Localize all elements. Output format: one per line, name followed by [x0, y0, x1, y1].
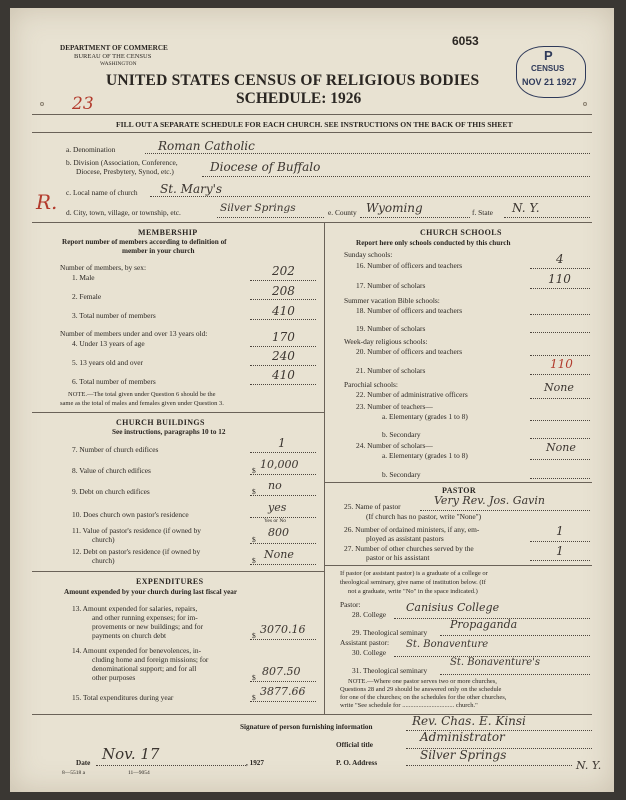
q26-value: 1	[556, 524, 564, 538]
q21-label: 21. Number of scholars	[356, 366, 426, 375]
q25-label: 25. Name of pastor	[344, 502, 401, 511]
q28-label: 28. College	[352, 610, 387, 619]
weekday-header: Week-day religious schools:	[344, 337, 428, 346]
q30-value: St. Bonaventure	[406, 639, 489, 650]
q2-value: 208	[272, 284, 295, 298]
q9-value: no	[268, 479, 282, 492]
q6-value: 410	[272, 368, 295, 382]
pastor-note-4: write "See schedule for ................................ church."	[340, 702, 478, 709]
q13-label-3: provements or new buildings; and for	[92, 622, 204, 631]
q9-label: 9. Debt on church edifices	[72, 487, 150, 496]
q23-label: 23. Number of teachers—	[356, 402, 433, 411]
q8-label: 8. Value of church edifices	[72, 466, 151, 475]
form-code-2: 11—9054	[128, 770, 150, 776]
q5-label: 5. 13 years old and over	[72, 358, 144, 367]
pastor-note-3: for one of the churches; on the schedules for the other churches,	[340, 694, 507, 701]
signature-value: Rev. Chas. E. Kinsi	[412, 714, 526, 728]
q14-value: 807.50	[262, 665, 301, 678]
q29-value: Propaganda	[450, 618, 518, 631]
dept-name: DEPARTMENT OF COMMERCE	[60, 44, 168, 52]
q7-label: 7. Number of church edifices	[72, 445, 159, 454]
q1-label: 1. Male	[72, 273, 95, 282]
denomination-label: a. Denomination	[66, 145, 116, 154]
membership-note-2: same as the total of males and females given under Question 3.	[60, 400, 224, 407]
q25-value: Very Rev. Jos. Gavin	[434, 494, 545, 507]
q31-value: St. Bonaventure's	[450, 657, 541, 668]
q5-value: 240	[272, 349, 295, 363]
serial-number: 23	[72, 94, 94, 114]
q27-label-2: pastor or his assistant	[366, 553, 430, 562]
membership-sub1: Report number of members according to definition of	[62, 238, 227, 246]
schools-sub: Report here only schools conducted by this church	[356, 239, 511, 247]
q8-value: 10,000	[260, 458, 299, 471]
q4-value: 170	[272, 330, 295, 344]
q4-label: 4. Under 13 years of age	[72, 339, 145, 348]
buildings-sub: See instructions, paragraphs 10 to 12	[112, 428, 226, 436]
membership-sub2: member in your church	[122, 247, 195, 255]
county-label: e. County	[328, 208, 357, 217]
signature-label: Signature of person furnishing information	[240, 723, 373, 731]
expenditures-title: EXPENDITURES	[136, 577, 204, 586]
state-value: N. Y.	[512, 201, 540, 215]
q13-label-2: and other running expenses; for im-	[92, 613, 198, 622]
parochial-header: Parochial schools:	[344, 380, 398, 389]
buildings-title: CHURCH BUILDINGS	[116, 418, 205, 427]
q17-value: 110	[548, 272, 571, 286]
q27-value: 1	[556, 544, 564, 558]
pastor-subheader: Pastor:	[340, 600, 361, 609]
city-value: Silver Springs	[220, 202, 296, 214]
q30-label: 30. College	[352, 648, 387, 657]
q2-label: 2. Female	[72, 292, 102, 301]
bureau-name: BUREAU OF THE CENSUS	[74, 53, 152, 60]
q3-label: 3. Total number of members	[72, 311, 156, 320]
margin-mark: R.	[36, 190, 58, 214]
q23a-label: a. Elementary (grades 1 to 8)	[382, 412, 468, 421]
q12-label-1: 12. Debt on pastor's residence (if owned by	[72, 547, 201, 556]
sunday-header: Sunday schools:	[344, 250, 393, 259]
pastor-note-1: NOTE.—Where one pastor serves two or more churches,	[348, 678, 497, 685]
division-label-2: Diocese, Presbytery, Synod, etc.)	[76, 167, 174, 176]
q24-label: 24. Number of scholars—	[356, 441, 433, 450]
q15-value: 3877.66	[260, 685, 306, 698]
official-title-label: Official title	[336, 741, 373, 749]
q22-value: None	[544, 381, 574, 394]
q19-label: 19. Number of scholars	[356, 324, 426, 333]
date-year: , 1927	[246, 759, 264, 767]
q12-value: None	[264, 548, 294, 561]
division-value: Diocese of Buffalo	[210, 160, 321, 174]
q14-label-2: cluding home and foreign missions; for	[92, 655, 209, 664]
college-note-3: not a graduate, write "No" in the space indicated.)	[348, 588, 478, 595]
instruction-line: FILL OUT A SEPARATE SCHEDULE FOR EACH CHURCH. SEE INSTRUCTIONS ON THE BACK OF THIS SHEET	[116, 120, 513, 129]
punch-hole-left	[40, 102, 44, 106]
q14-label-4: other purposes	[92, 673, 136, 682]
date-label: Date	[76, 759, 91, 767]
census-form: DEPARTMENT OF COMMERCE BUREAU OF THE CENSUS WASHINGTON 6053 P CENSUS NOV 21 1927 UNITED STATES CENSUS OF RELIGIOUS BODIES SCHEDULE: 1926 23 FILL OUT A SEPARATE SCHEDULE FOR EACH CHURCH. SEE INSTRUCTIONS ON THE BACK OF THIS SHEET R. a. Denomination Roman Catholic b. Division (Association, Conference, Diocese, Presbytery, Synod, etc.) Diocese of Buffalo c. Local name of church St. Mary's d. City, town, village, or township, etc. Silver Springs e. County Wyoming f. State N. Y. MEMBERSHIP Report number of members according to definition of member in your church Number of members, by sex: 1. Male 202 2. Female 208 3. Total number of members 410 Number of members under and over 13 years old: 4. Under 13 years of age 170 5. 13 years old and over 240 6. Total number of members 410 NOTE.—The total given under Question 6 should be the same as the total of males and females given under Question 3. CHURCH BUILDINGS See instructions, paragraphs 10 to 12 7. Number of church edifices 1 8. Value of church edifices $ 10,000 9. Debt on church edifices $ no 10. Does church own pastor's residence yes Yes or No 11. Value of pastor's residence (if owned by church) $ 800 12. Debt on pastor's residence (if owned by church) $ None EXPENDITURES Amount expended by your church during last fiscal year 13. Amount expended for salaries, repairs, and other running expenses; for im- provements or new buildings; and for payments on church debt $ 3070.16 14. Amount expended for benevolences, in- cluding home and foreign missions; for denominational support; and for all other purposes $ 807.50 15. Total expenditures during year $ 3877.66 CHURCH SCHOOLS Report here only schools conducted by this church Sunday schools: 16. Number of officers and teachers 4 17. Number of scholars 110 Summer vacation Bible schools: 18. Number of officers and teachers 19. Number of scholars Week-day religious schools: 20. Number of officers and teachers 21. Number of scholars 110 Parochial schools: 22. Number of administrative officers None 23. Number of teachers— a. Elementary (grades 1 to 8) b. Secondary 24. Number of scholars— a. Elementary (grades 1 to 8) None b. Secondary PASTOR 25. Name of pastor Very Rev. Jos. Gavin (If church has no pastor, write "None") 26. Number of ordained ministers, if any, em- ployed as assistant pastors 1 27. Number of other churches served by the pastor or his assistant 1 If pastor (or assistant pastor) is a graduate of a college or theological seminary, give name of institution below. (If not a graduate, write "No" in the space indicated.) Pastor: 28. College Canisius College 29. Theological seminary Propaganda Assistant pastor: 30. College St. Bonaventure 31. Theological seminary St. Bonaventure's NOTE.—Where one pastor serves two or more churches, Questions 28 and 29 should be answered only on the schedule for one of the churches; on the schedules for the other churches, write "See schedule for ................................ church." Signature of person furnishing information Rev. Chas. E. Kinsi Official title Administrator Date Nov. 17 , 1927 P. O. Address Silver Springs N. Y. 8—5518 a 11—9054	[10, 8, 614, 792]
form-title: UNITED STATES CENSUS OF RELIGIOUS BODIES	[106, 72, 480, 89]
city-label: d. City, town, village, or township, etc.	[66, 208, 181, 217]
official-title-value: Administrator	[420, 730, 505, 744]
q7-value: 1	[278, 436, 286, 450]
punch-hole-right	[583, 102, 587, 106]
q13-value: 3070.16	[260, 623, 306, 636]
q11-value: 800	[268, 526, 289, 539]
by-sex-label: Number of members, by sex:	[60, 263, 146, 272]
q25-hint: (If church has no pastor, write "None")	[366, 512, 482, 521]
q16-label: 16. Number of officers and teachers	[356, 261, 463, 270]
q11-label-1: 11. Value of pastor's residence (if owned by	[72, 526, 201, 535]
college-note-2: theological seminary, give name of institution below. (If	[340, 579, 486, 586]
q10-hint: Yes or No	[264, 518, 287, 524]
q10-value: yes	[268, 501, 287, 514]
date-value: Nov. 17	[102, 745, 160, 763]
po-address-label: P. O. Address	[336, 759, 378, 767]
summer-header: Summer vacation Bible schools:	[344, 296, 440, 305]
q20-label: 20. Number of officers and teachers	[356, 347, 463, 356]
division-label-1: b. Division (Association, Conference,	[66, 158, 178, 167]
q24a-value: None	[546, 441, 576, 454]
q14-label-1: 14. Amount expended for benevolences, in-	[72, 646, 202, 655]
q28-value: Canisius College	[406, 601, 500, 614]
stamp-letter: P	[544, 48, 553, 63]
pastor-note-2: Questions 28 and 29 should be answered only on the schedule	[340, 686, 502, 693]
q14-label-3: denominational support; and for all	[92, 664, 197, 673]
assistant-subheader: Assistant pastor:	[340, 638, 390, 647]
q31-label: 31. Theological seminary	[352, 666, 428, 675]
membership-title: MEMBERSHIP	[138, 228, 198, 237]
membership-note-1: NOTE.—The total given under Question 6 should be the	[68, 391, 216, 398]
q27-label-1: 27. Number of other churches served by the	[344, 544, 474, 553]
pastor-title: PASTOR	[442, 486, 477, 495]
q15-label: 15. Total expenditures during year	[72, 693, 174, 702]
stamp-date: NOV 21 1927	[522, 77, 577, 87]
local-name-label: c. Local name of church	[66, 188, 138, 197]
q23b-label: b. Secondary	[382, 430, 421, 439]
form-number: 6053	[452, 34, 479, 48]
q24b-label: b. Secondary	[382, 470, 421, 479]
q13-label-4: payments on church debt	[92, 631, 167, 640]
age-header: Number of members under and over 13 years old:	[60, 329, 208, 338]
po-state-value: N. Y.	[576, 759, 602, 772]
q26-label-2: ployed as assistant pastors	[366, 534, 444, 543]
q26-label-1: 26. Number of ordained ministers, if any, em-	[344, 525, 480, 534]
q16-value: 4	[556, 252, 564, 266]
expenditures-sub: Amount expended by your church during last fiscal year	[64, 588, 238, 596]
q24a-label: a. Elementary (grades 1 to 8)	[382, 451, 468, 460]
q3-value: 410	[272, 304, 295, 318]
q10-label: 10. Does church own pastor's residence	[72, 510, 189, 519]
q21-value: 110	[550, 357, 573, 371]
q13-label-1: 13. Amount expended for salaries, repairs,	[72, 604, 198, 613]
county-value: Wyoming	[366, 201, 423, 215]
college-note-1: If pastor (or assistant pastor) is a graduate of a college or	[340, 570, 488, 577]
q12-label-2: church)	[92, 556, 115, 565]
state-label: f. State	[472, 208, 493, 217]
census-stamp	[516, 46, 586, 98]
form-schedule: SCHEDULE: 1926	[236, 90, 362, 107]
q17-label: 17. Number of scholars	[356, 281, 426, 290]
q18-label: 18. Number of officers and teachers	[356, 306, 463, 315]
stamp-word: CENSUS	[531, 64, 565, 73]
city-name: WASHINGTON	[100, 61, 137, 67]
q11-label-2: church)	[92, 535, 115, 544]
form-code: 8—5518 a	[62, 770, 86, 776]
denomination-value: Roman Catholic	[158, 139, 255, 153]
q6-label: 6. Total number of members	[72, 377, 156, 386]
schools-title: CHURCH SCHOOLS	[420, 228, 502, 237]
local-name-value: St. Mary's	[160, 182, 223, 196]
q1-value: 202	[272, 264, 295, 278]
q29-label: 29. Theological seminary	[352, 628, 428, 637]
po-address-value: Silver Springs	[420, 748, 507, 762]
q22-label: 22. Number of administrative officers	[356, 390, 468, 399]
